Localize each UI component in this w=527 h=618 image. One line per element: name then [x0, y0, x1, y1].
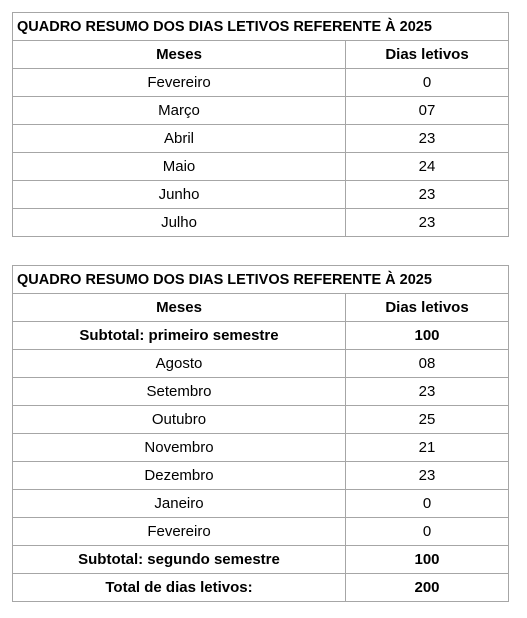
- table-title-row: [13, 266, 509, 294]
- total-row: [13, 574, 509, 602]
- days-cell: 24: [346, 153, 509, 181]
- subtotal-label: Subtotal: primeiro semestre: [13, 322, 346, 350]
- table-row: [13, 209, 509, 237]
- column-header-months: Meses: [13, 41, 346, 69]
- table-row: [13, 490, 509, 518]
- month-cell: Março: [13, 97, 346, 125]
- month-cell: Agosto: [13, 350, 346, 378]
- days-cell: 0: [346, 69, 509, 97]
- month-cell: Abril: [13, 125, 346, 153]
- column-header-school-days: Dias letivos: [346, 294, 509, 322]
- table-row: [13, 434, 509, 462]
- days-cell: 25: [346, 406, 509, 434]
- table-row: [13, 69, 509, 97]
- table-row: [13, 462, 509, 490]
- month-cell: Setembro: [13, 378, 346, 406]
- month-cell: Fevereiro: [13, 518, 346, 546]
- table-row: [13, 378, 509, 406]
- month-cell: Fevereiro: [13, 69, 346, 97]
- month-cell: Novembro: [13, 434, 346, 462]
- subtotal-row-first-semester: [13, 322, 509, 350]
- table-title: QUADRO RESUMO DOS DIAS LETIVOS REFERENTE À 2025: [13, 13, 509, 41]
- month-cell: Maio: [13, 153, 346, 181]
- month-cell: Dezembro: [13, 462, 346, 490]
- days-cell: 08: [346, 350, 509, 378]
- table-header-row: [13, 41, 509, 69]
- column-header-months: Meses: [13, 294, 346, 322]
- month-cell: Janeiro: [13, 490, 346, 518]
- table-title-row: [13, 13, 509, 41]
- days-cell: 23: [346, 181, 509, 209]
- table-title: QUADRO RESUMO DOS DIAS LETIVOS REFERENTE À 2025: [13, 266, 509, 294]
- table-row: [13, 125, 509, 153]
- subtotal-value: 100: [346, 322, 509, 350]
- days-cell: 23: [346, 462, 509, 490]
- table-row: [13, 350, 509, 378]
- days-cell: 21: [346, 434, 509, 462]
- column-header-school-days: Dias letivos: [346, 41, 509, 69]
- days-cell: 0: [346, 490, 509, 518]
- table-header-row: [13, 294, 509, 322]
- total-label: Total de dias letivos:: [13, 574, 346, 602]
- days-cell: 23: [346, 209, 509, 237]
- subtotal-label: Subtotal: segundo semestre: [13, 546, 346, 574]
- month-cell: Julho: [13, 209, 346, 237]
- table-row: [13, 153, 509, 181]
- days-cell: 23: [346, 125, 509, 153]
- table-row: [13, 97, 509, 125]
- days-cell: 0: [346, 518, 509, 546]
- table-row: [13, 518, 509, 546]
- school-days-table-full-year: [12, 265, 509, 602]
- table-row: [13, 406, 509, 434]
- month-cell: Outubro: [13, 406, 346, 434]
- table-row: [13, 181, 509, 209]
- total-value: 200: [346, 574, 509, 602]
- subtotal-value: 100: [346, 546, 509, 574]
- days-cell: 07: [346, 97, 509, 125]
- subtotal-row-second-semester: [13, 546, 509, 574]
- month-cell: Junho: [13, 181, 346, 209]
- school-days-table-first-semester: [12, 12, 509, 237]
- days-cell: 23: [346, 378, 509, 406]
